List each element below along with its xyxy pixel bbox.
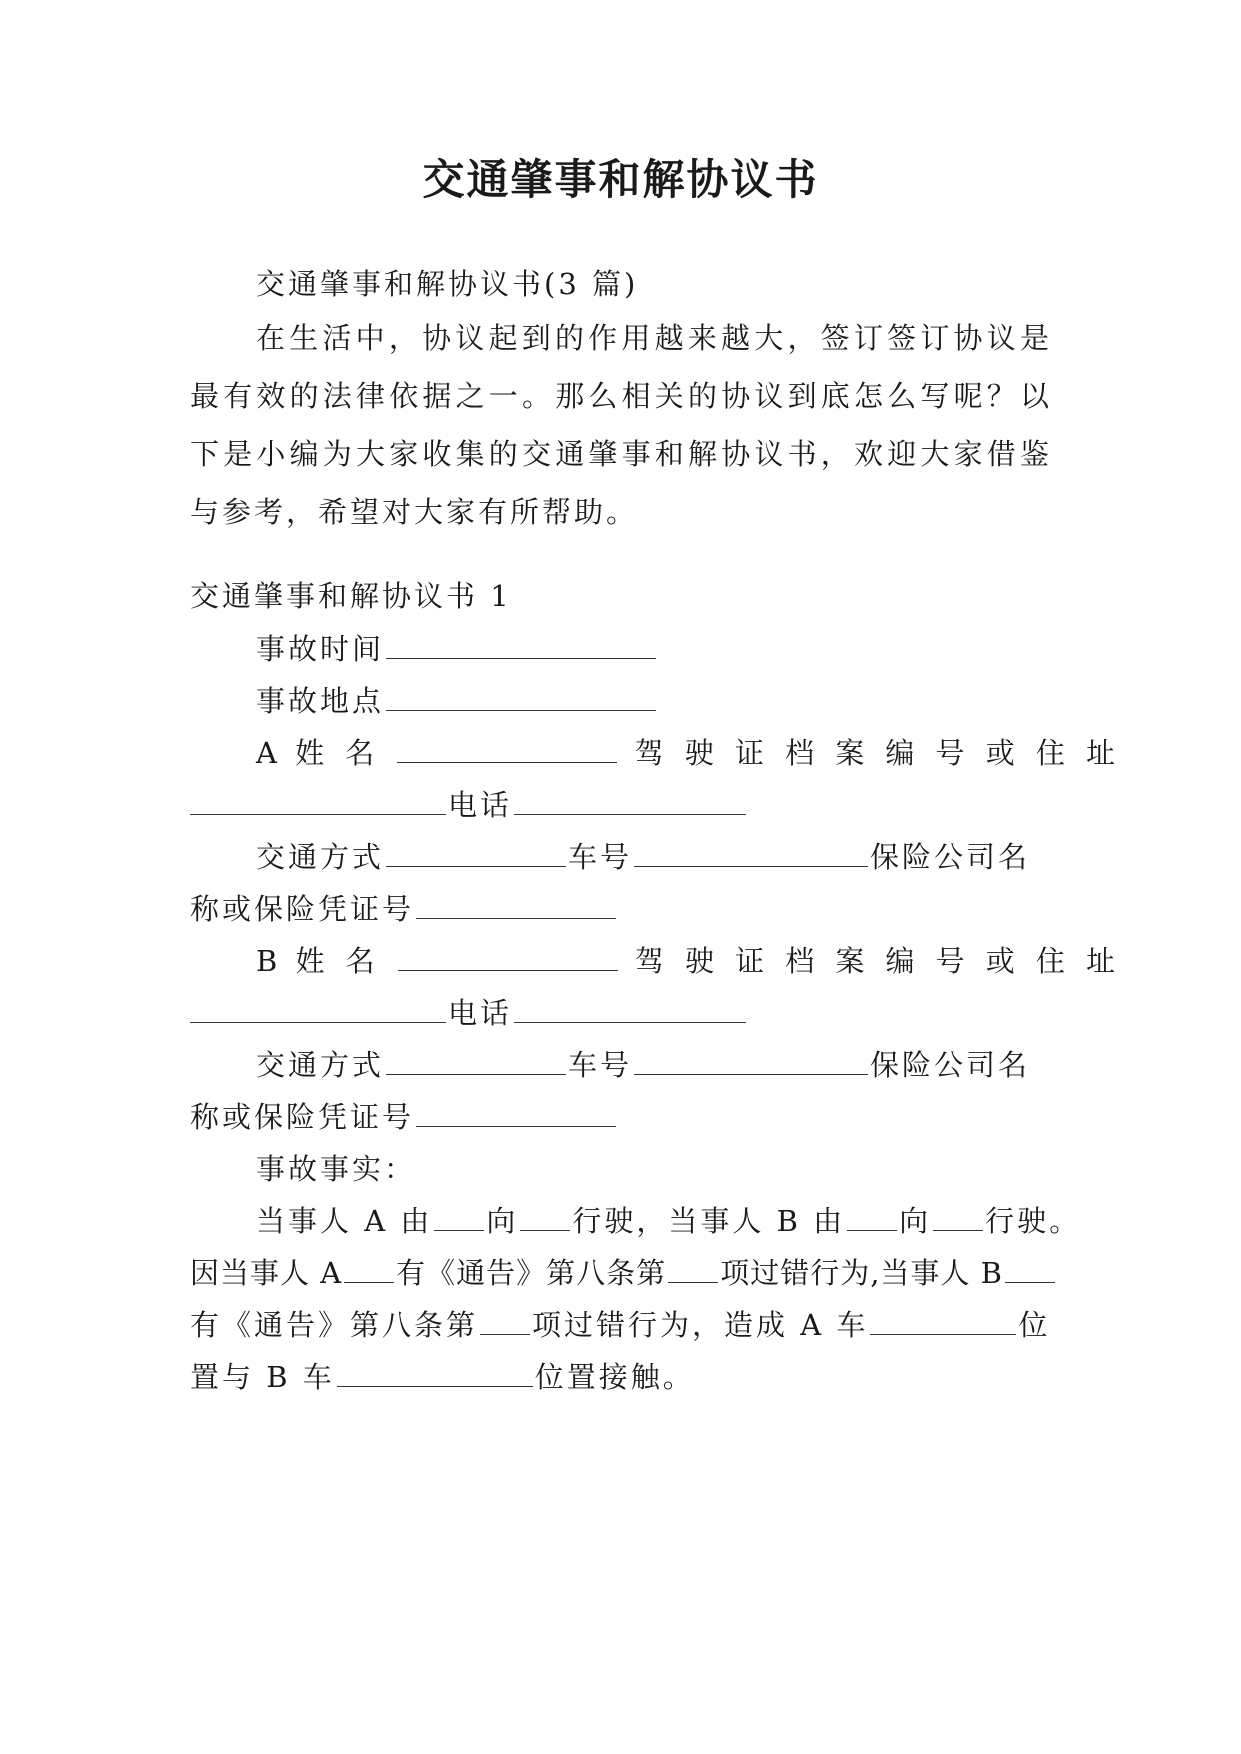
accident-time-blank bbox=[386, 630, 656, 659]
facts-blank bbox=[520, 1202, 570, 1231]
party-b-phone-blank bbox=[514, 994, 746, 1023]
party-a-name-label: A 姓 名 bbox=[256, 736, 381, 770]
party-b-insurance-label: 保险公司名 bbox=[870, 1048, 1031, 1082]
facts-blank bbox=[434, 1202, 484, 1231]
party-b-insurance-label-cont: 称或保险凭证号 bbox=[190, 1100, 415, 1134]
facts-l4-a: 置与 B 车 bbox=[190, 1360, 335, 1394]
facts-l2-c: 项过错行为,当事人 B bbox=[720, 1256, 1003, 1290]
section-heading: 交通肇事和解协议书 1 bbox=[190, 579, 512, 613]
party-a-insurance-row bbox=[190, 889, 1052, 929]
facts-l4-b: 位置接触。 bbox=[534, 1360, 695, 1394]
accident-place-label: 事故地点 bbox=[256, 684, 385, 718]
facts-blank bbox=[668, 1254, 718, 1283]
party-b-plate-blank bbox=[634, 1046, 868, 1075]
party-a-phone-label: 电话 bbox=[448, 788, 513, 822]
facts-l1-e: 行驶。 bbox=[985, 1204, 1082, 1238]
facts-l3-b: 项过错行为，造成 A 车 bbox=[532, 1308, 869, 1342]
party-a-mode-label: 交通方式 bbox=[256, 840, 385, 874]
party-a-insurance-label: 保险公司名 bbox=[870, 840, 1031, 874]
party-a-vehicle-row bbox=[190, 837, 1118, 877]
accident-time-row bbox=[190, 629, 1118, 669]
accident-place-row bbox=[190, 681, 1118, 721]
party-b-phone-label: 电话 bbox=[448, 996, 513, 1030]
facts-blank bbox=[933, 1202, 983, 1231]
facts-l1-b: 向 bbox=[486, 1204, 519, 1238]
facts-l1-c: 行驶，当事人 B 由 bbox=[572, 1204, 846, 1238]
party-a-address-row bbox=[190, 785, 1052, 825]
facts-l3-a: 有《通告》第八条第 bbox=[190, 1308, 479, 1342]
party-b-insurance-blank bbox=[416, 1098, 616, 1127]
accident-place-blank bbox=[386, 682, 656, 711]
party-a-name-blank bbox=[397, 734, 617, 763]
party-b-plate-label: 车号 bbox=[568, 1048, 633, 1082]
facts-blank bbox=[847, 1202, 897, 1231]
facts-line-1 bbox=[190, 1201, 1118, 1241]
facts-l1-a: 当事人 A 由 bbox=[256, 1204, 433, 1238]
party-b-mode-label: 交通方式 bbox=[256, 1048, 385, 1082]
facts-l2-b: 有《通告》第八条第 bbox=[396, 1256, 667, 1290]
party-b-vehicle-row bbox=[190, 1045, 1118, 1085]
facts-blank bbox=[337, 1358, 533, 1387]
facts-blank bbox=[870, 1306, 1016, 1335]
party-a-name-row bbox=[190, 733, 1118, 773]
party-a-plate-label: 车号 bbox=[568, 840, 633, 874]
facts-l2-a: 因当事人 A bbox=[190, 1256, 343, 1290]
party-a-license-label: 驾 驶 证 档 案 编 号 或 住 址 bbox=[634, 736, 1118, 770]
party-a-address-blank bbox=[190, 786, 446, 815]
party-b-name-row bbox=[190, 941, 1118, 981]
facts-line-3 bbox=[190, 1305, 1052, 1345]
facts-line-4 bbox=[190, 1357, 1052, 1397]
party-b-address-blank bbox=[190, 994, 446, 1023]
facts-blank bbox=[344, 1254, 394, 1283]
facts-blank bbox=[1005, 1254, 1055, 1283]
accident-time-label: 事故时间 bbox=[256, 632, 385, 666]
party-b-license-label: 驾 驶 证 档 案 编 号 或 住 址 bbox=[634, 944, 1119, 978]
party-b-name-blank bbox=[398, 942, 618, 971]
facts-l3-c: 位 bbox=[1018, 1308, 1051, 1342]
party-a-mode-blank bbox=[386, 838, 566, 867]
facts-heading: 事故事实： bbox=[256, 1152, 417, 1186]
party-a-plate-blank bbox=[634, 838, 868, 867]
party-b-insurance-row bbox=[190, 1097, 1052, 1137]
document-title: 交通肇事和解协议书 bbox=[422, 155, 819, 204]
facts-line-2 bbox=[190, 1253, 1052, 1293]
party-b-mode-blank bbox=[386, 1046, 566, 1075]
intro-paragraph: 在生活中，协议起到的作用越来越大，签订签订协议是最有效的法律依据之一。那么相关的协议到底怎么写呢？以下是小编为大家收集的交通肇事和解协议书，欢迎大家借鉴与参考，希望对大家有所帮助。 bbox=[190, 321, 1052, 529]
facts-blank bbox=[480, 1306, 530, 1335]
document-subtitle: 交通肇事和解协议书(3 篇) bbox=[256, 267, 639, 301]
party-a-insurance-blank bbox=[416, 890, 616, 919]
party-b-name-label: B 姓 名 bbox=[256, 944, 381, 978]
facts-l1-d: 向 bbox=[899, 1204, 932, 1238]
party-a-phone-blank bbox=[514, 786, 746, 815]
party-b-address-row bbox=[190, 993, 1052, 1033]
party-a-insurance-label-cont: 称或保险凭证号 bbox=[190, 892, 415, 926]
